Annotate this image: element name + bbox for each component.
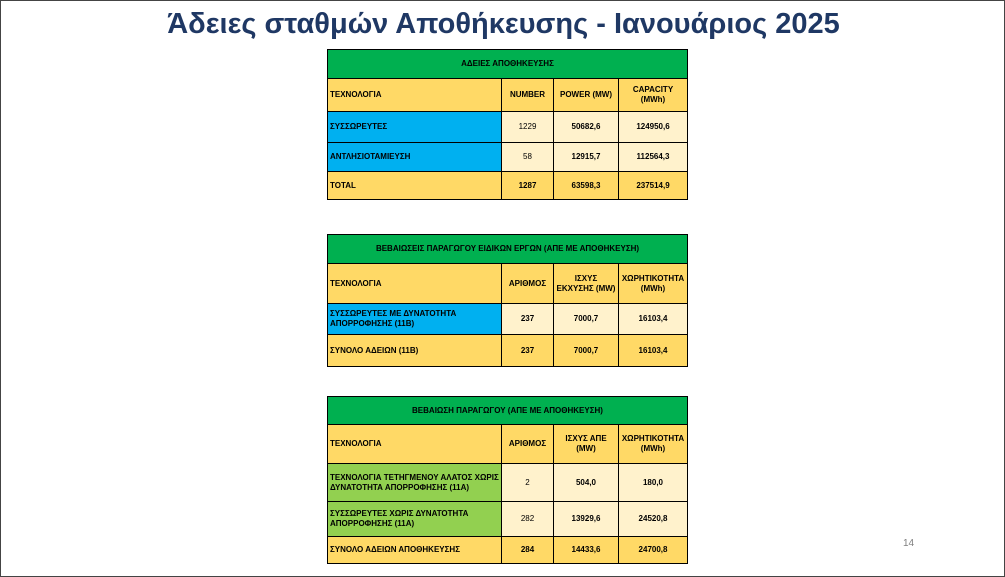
producer-certificate-table: [327, 396, 688, 564]
table-row: [328, 464, 688, 502]
column-header-number: ΑΡΙΘΜΟΣ: [502, 425, 554, 464]
column-header-power: ΙΣΧΥΣ ΑΠΕ (MW): [554, 425, 619, 464]
row-capacity: 237514,9: [619, 172, 688, 200]
row-power: 13929,6: [554, 502, 619, 537]
row-technology: ΑΝΤΛΗΣΙΟΤΑΜΙΕΥΣΗ: [328, 143, 502, 172]
table-row: [328, 112, 688, 143]
row-capacity: 180,0: [619, 464, 688, 502]
table-total-row: [328, 172, 688, 200]
storage-licenses-table: [327, 49, 688, 200]
table-row: [328, 304, 688, 335]
row-power: 7000,7: [554, 335, 619, 367]
table-header: ΑΔΕΙΕΣ ΑΠΟΘΗΚΕΥΣΗΣ: [328, 50, 688, 79]
slide-title: Άδειες σταθμών Αποθήκευσης - Ιανουάριος 2025: [167, 8, 840, 40]
row-capacity: 124950,6: [619, 112, 688, 143]
row-power: 50682,6: [554, 112, 619, 143]
table-total-row: [328, 537, 688, 564]
row-number: 2: [502, 464, 554, 502]
row-number: 1229: [502, 112, 554, 143]
row-capacity: 16103,4: [619, 335, 688, 367]
table-header: ΒΕΒΑΙΩΣΕΙΣ ΠΑΡΑΓΩΓΟΥ ΕΙΔΙΚΩΝ ΕΡΓΩΝ (ΑΠΕ ΜΕ ΑΠΟΘΗΚΕΥΣΗ): [328, 235, 688, 264]
row-technology: ΣΥΝΟΛΟ ΑΔΕΙΩΝ ΑΠΟΘΗΚΕΥΣΗΣ: [328, 537, 502, 564]
row-number: 282: [502, 502, 554, 537]
row-capacity: 16103,4: [619, 304, 688, 335]
row-capacity: 24700,8: [619, 537, 688, 564]
column-header-capacity: ΧΩΡΗΤΙΚΟΤΗΤΑ (MWh): [619, 425, 688, 464]
row-number: 284: [502, 537, 554, 564]
column-header-capacity: CAPACITY (MWh): [619, 79, 688, 112]
table-row: [328, 502, 688, 537]
row-technology: ΣΥΝΟΛΟ ΑΔΕΙΩΝ (11Β): [328, 335, 502, 367]
row-technology: TOTAL: [328, 172, 502, 200]
slide-number: 14: [903, 538, 915, 549]
column-header-technology: ΤΕΧΝΟΛΟΓΙΑ: [328, 425, 502, 464]
row-power: 63598,3: [554, 172, 619, 200]
column-header-power: POWER (MW): [554, 79, 619, 112]
column-header-number: ΑΡΙΘΜΟΣ: [502, 264, 554, 304]
row-number: 1287: [502, 172, 554, 200]
table-total-row: [328, 335, 688, 367]
row-number: 58: [502, 143, 554, 172]
row-power: 14433,6: [554, 537, 619, 564]
column-header-technology: ΤΕΧΝΟΛΟΓΙΑ: [328, 264, 502, 304]
row-power: 7000,7: [554, 304, 619, 335]
table-header: ΒΕΒΑΙΩΣΗ ΠΑΡΑΓΩΓΟΥ (ΑΠΕ ΜΕ ΑΠΟΘΗΚΕΥΣΗ): [328, 397, 688, 425]
special-projects-certificates-table: [327, 234, 688, 367]
column-header-capacity: ΧΩΡΗΤΙΚΟΤΗΤΑ (MWh): [619, 264, 688, 304]
row-capacity: 24520,8: [619, 502, 688, 537]
row-technology: ΤΕΧΝΟΛΟΓΙΑ ΤΕΤΗΓΜΕΝΟΥ ΑΛΑΤΟΣ ΧΩΡΙΣ ΔΥΝΑΤΟΤΗΤΑ ΑΠΟΡΡΟΦΗΣΗΣ (11Α): [328, 464, 502, 502]
column-header-power: ΙΣΧΥΣ ΕΚΧΥΣΗΣ (MW): [554, 264, 619, 304]
row-technology: ΣΥΣΣΩΡΕΥΤΕΣ ΜΕ ΔΥΝΑΤΟΤΗΤΑ ΑΠΟΡΡΟΦΗΣΗΣ (11Β): [328, 304, 502, 335]
row-power: 504,0: [554, 464, 619, 502]
row-capacity: 112564,3: [619, 143, 688, 172]
column-header-technology: ΤΕΧΝΟΛΟΓΙΑ: [328, 79, 502, 112]
row-technology: ΣΥΣΣΩΡΕΥΤΕΣ ΧΩΡΙΣ ΔΥΝΑΤΟΤΗΤΑ ΑΠΟΡΡΟΦΗΣΗΣ (11Α): [328, 502, 502, 537]
row-technology: ΣΥΣΣΩΡΕΥΤΕΣ: [328, 112, 502, 143]
row-power: 12915,7: [554, 143, 619, 172]
table-row: [328, 143, 688, 172]
row-number: 237: [502, 335, 554, 367]
row-number: 237: [502, 304, 554, 335]
column-header-number: NUMBER: [502, 79, 554, 112]
